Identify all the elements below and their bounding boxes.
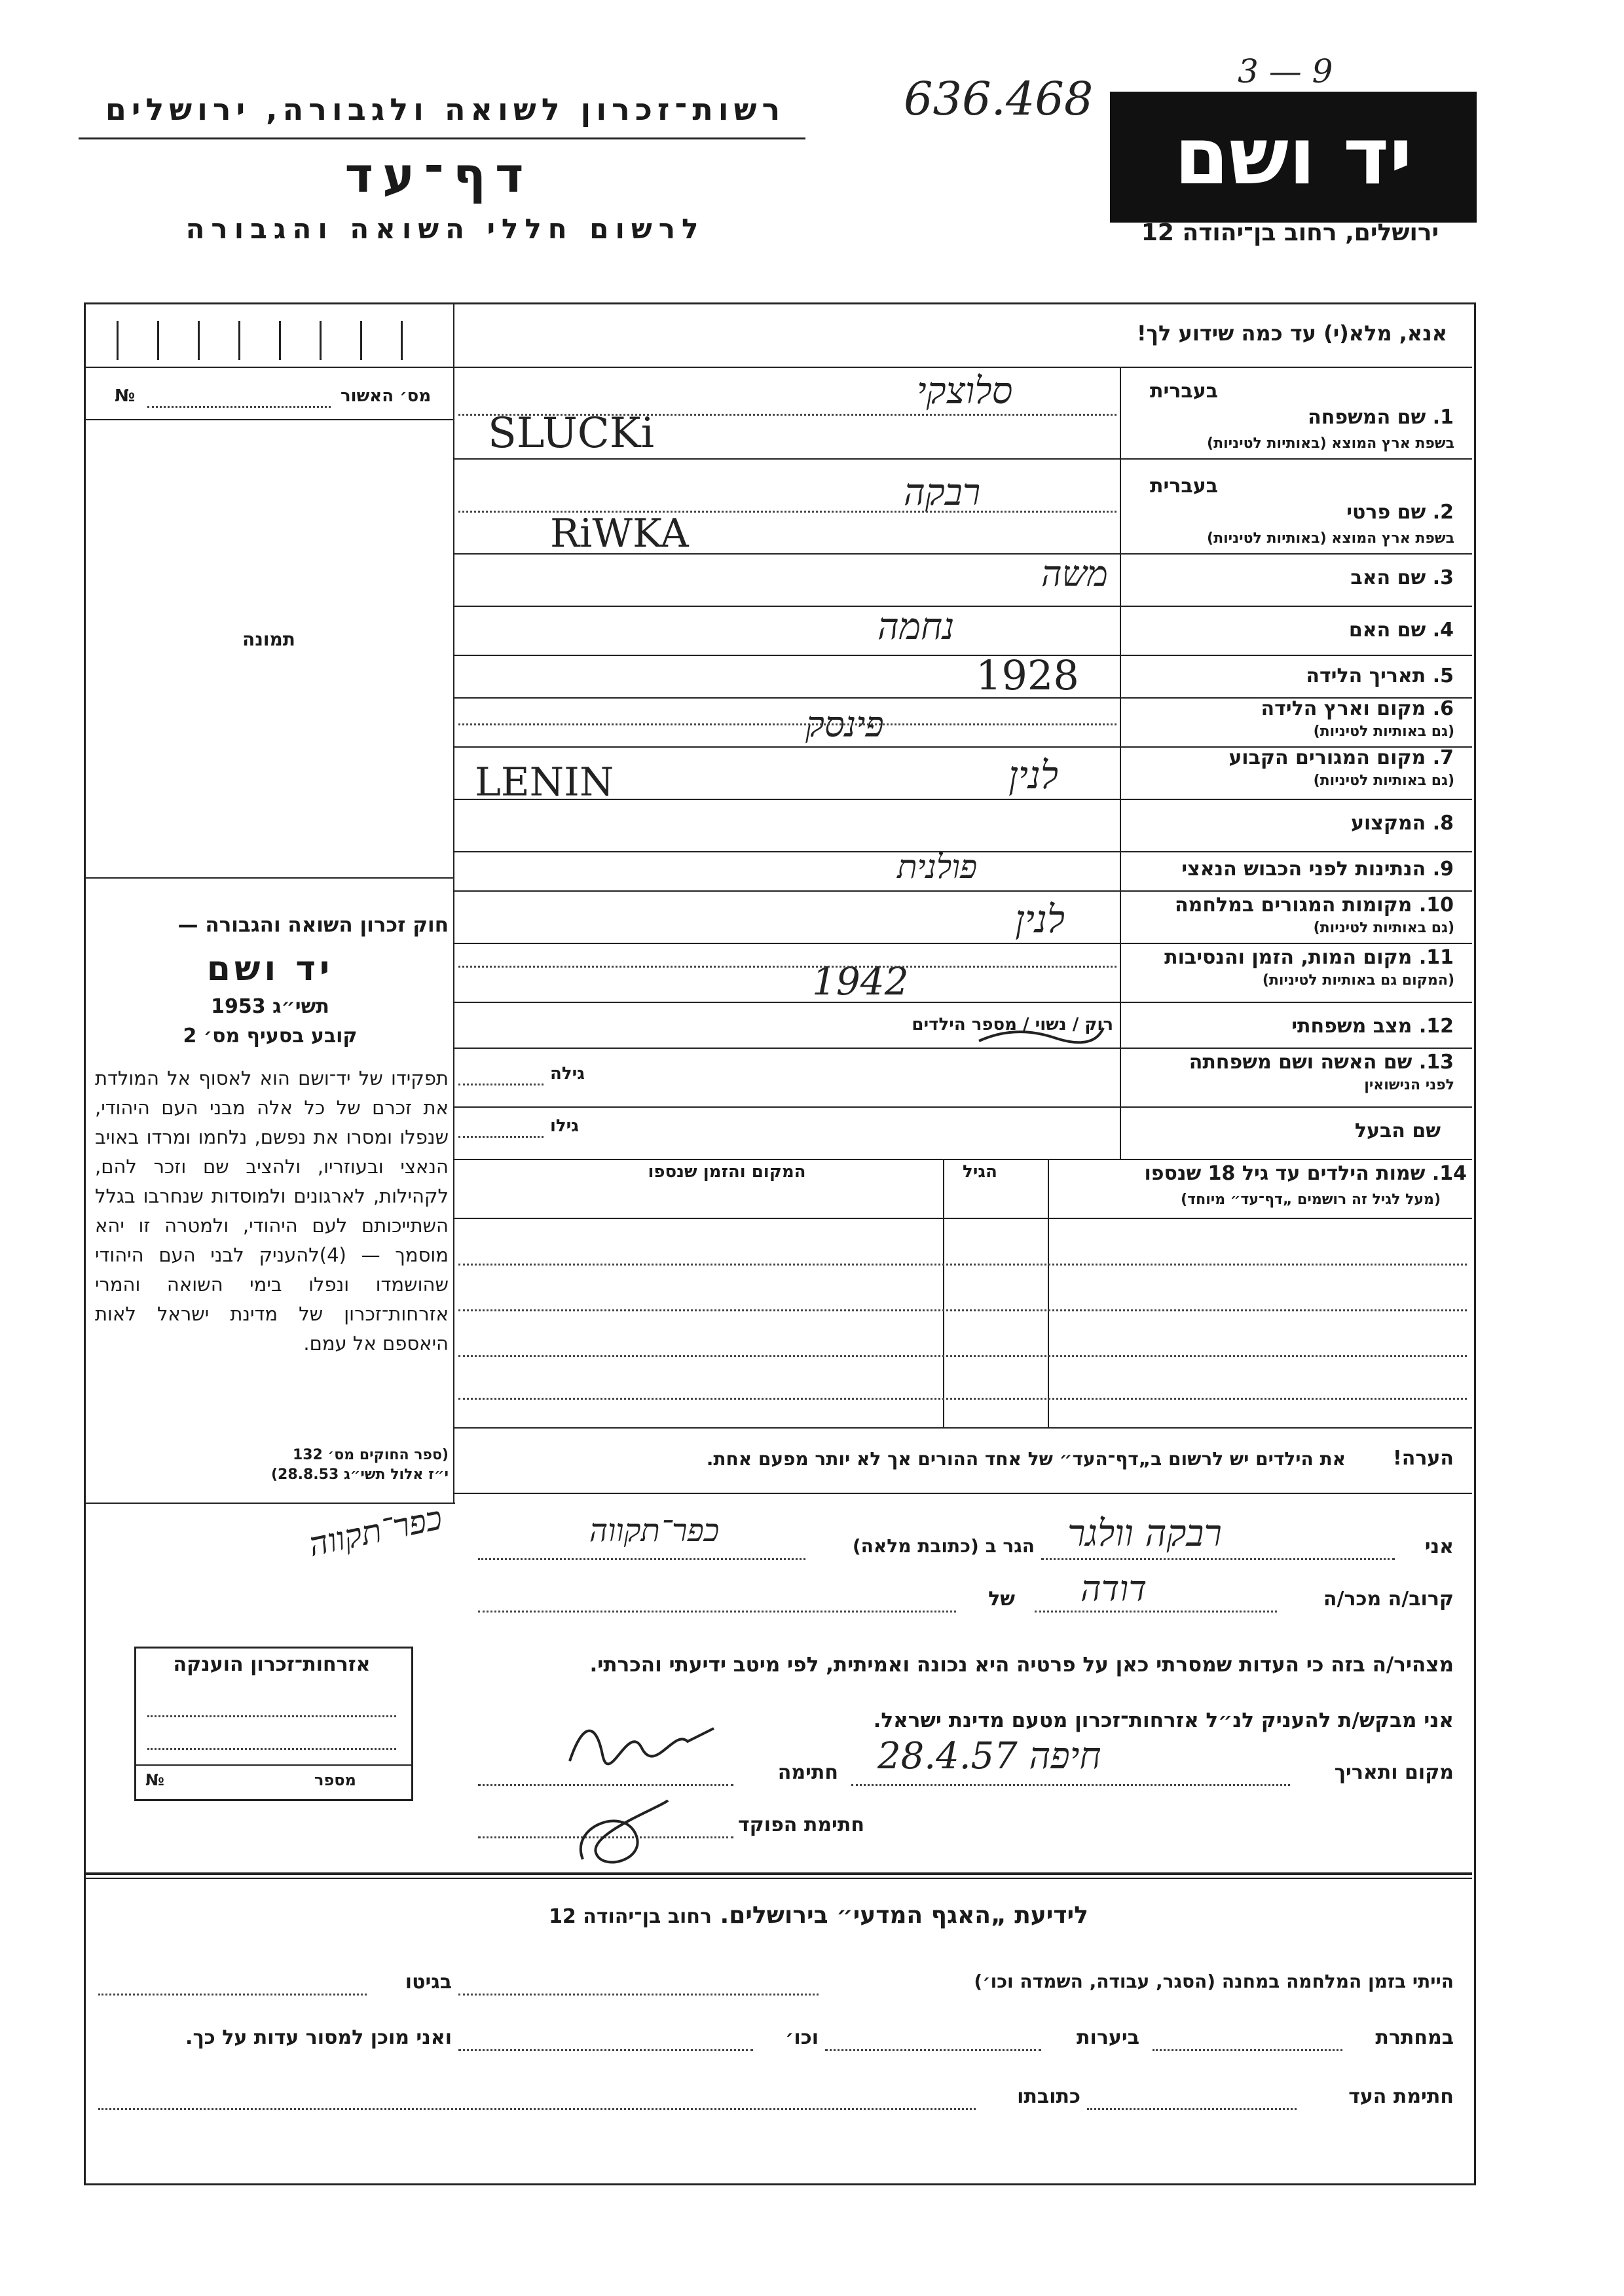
field-2-sub: בשפת ארץ המוצא (באותיות לטיניות) xyxy=(1207,530,1454,547)
in-hebrew-1: בעברית xyxy=(1150,380,1218,403)
field-3-label: 3. שם האב xyxy=(1350,566,1454,589)
footer-line3-a: חתימת העד xyxy=(1348,2085,1454,2108)
field-6-sub: (גם באותיות לטיניות) xyxy=(1313,723,1454,740)
husband-label: שם הבעל xyxy=(1354,1120,1441,1142)
field-7-hebrew-value[interactable]: לנין xyxy=(1008,753,1058,797)
decl-relative-field[interactable] xyxy=(1035,1611,1277,1613)
field-11-label: 11. מקום המות, הזמן והנסיבות xyxy=(1164,946,1454,969)
field-3-value[interactable]: משה xyxy=(1041,553,1108,594)
wife-age-label: גילה xyxy=(550,1064,585,1084)
org-line: רשות־זכרון לשואה ולגבורה, ירושלים xyxy=(105,92,786,127)
decl-statement: מצהיר/ה בזה כי העדות שמסרתי כאן על פרטיה היא נכונה ואמיתית, לפי מיטב ידיעתי והכרתי. xyxy=(589,1653,1454,1677)
inspector-signature-mark xyxy=(563,1787,681,1879)
note-text: את הילדים יש לרשום ב„דף־העד״ של אחד ההורים אך לא יותר מפעם אחת. xyxy=(706,1448,1346,1470)
field-5-value[interactable]: 1928 xyxy=(976,651,1079,699)
marital-strike-mark xyxy=(976,1021,1107,1048)
decl-of-label: של xyxy=(988,1588,1015,1611)
children-col-place-time: המקום והזמן שנספו xyxy=(648,1162,806,1182)
inspector-signature-label: חתימת הפוקד xyxy=(738,1813,864,1836)
field-4-label: 4. שם האם xyxy=(1348,619,1454,642)
handwritten-number: 636.468 xyxy=(904,72,1094,126)
handwritten-margin-note: כפר־תקווה xyxy=(305,1499,446,1564)
footer-ghetto-field[interactable] xyxy=(98,1994,367,1995)
footer-line2-c: וכו׳ xyxy=(785,2026,819,2049)
field-10-value[interactable]: לנין xyxy=(1015,897,1065,941)
field-13-label: 13. שם האשה ושם משפחתה xyxy=(1189,1051,1454,1074)
husband-age-label: גילו xyxy=(550,1116,579,1136)
footer-etc-field[interactable] xyxy=(458,2049,753,2051)
footer-line3-b: כתובתו xyxy=(1017,2085,1080,2108)
footer-title: לידיעת „האגף המדעי״ בירושלים. רחוב בן־יהודה 12 xyxy=(549,1902,1088,1929)
law-text: תפקידו של יד־ושם הוא לאסוף אל המולדת את זכרם של כל אלה מבני העם היהודי, שנפלו ומסרו את נפשם, נלחמו ומרדו באויב הנאצי ובעוזריו, ולהציב שם וזכר להם, לקהילות, לארגונים ולמוסדות שנחרבו בגלל השתייכותם לעם היהודי, ולמטרה זו יהא מוסמך — (4)להעניק לבני העם היהודי שהושמדו ונפלו בימי השואה והמרי אזרחות־זכרון של מדינת ישראל לאות היאספם אל עמם. xyxy=(95,1067,449,1355)
wife-age-field[interactable] xyxy=(458,1084,544,1085)
yad-vashem-logo: יד ושם xyxy=(1110,92,1477,223)
footer-line1-b: בגיטו xyxy=(405,1971,452,1994)
citizenship-number-label: מספר xyxy=(314,1771,356,1789)
field-5-label: 5. תאריך הלידה xyxy=(1306,665,1454,687)
decl-resides-label: הגר ב (כתובת מלאה) xyxy=(852,1535,1035,1557)
decl-signature-label: חתימה xyxy=(777,1761,838,1784)
footer-line2-a: במחתרת xyxy=(1375,2026,1454,2049)
field-2-label: 2. שם פרטי xyxy=(1346,501,1454,524)
field-7-label: 7. מקום המגורים הקבוע xyxy=(1228,746,1454,769)
law-ref-1: (ספר החוקים מס׳ 132 xyxy=(292,1447,449,1463)
decl-address-field[interactable] xyxy=(478,1558,805,1560)
decl-i-label: אני xyxy=(1424,1535,1454,1558)
field-9-label: 9. הנתינות לפני הכבוש הנאצי xyxy=(1181,858,1454,881)
decl-request: אני מבקש/ת להעניק לנ״ל אזרחות־זכרון מטעם מדינת ישראל. xyxy=(873,1709,1454,1732)
decl-place-date-label: מקום ותאריך xyxy=(1334,1761,1454,1784)
approval-no-field[interactable] xyxy=(147,406,331,408)
footer-line2-b: ביערות xyxy=(1077,2026,1139,2049)
handwritten-corner: 3 — 9 xyxy=(1238,52,1333,90)
approval-number-sign: № xyxy=(115,386,136,406)
decl-i-value[interactable]: רבקה וולגר xyxy=(1067,1512,1222,1555)
approval-no-sign: מס׳ האשור xyxy=(341,386,432,406)
law-clause: קובע בסעיף מס׳ 2 xyxy=(183,1025,358,1048)
field-1-sub: בשפת ארץ המוצא (באותיות לטיניות) xyxy=(1207,435,1454,452)
children-label: 14. שמות הילדים עד גיל 18 שנספו xyxy=(1144,1162,1467,1185)
field-7-latin-value[interactable]: LENIN xyxy=(475,759,614,805)
footer-forests-field[interactable] xyxy=(825,2049,1041,2051)
citizenship-number-sign: № xyxy=(145,1771,164,1789)
footer-witness-address-field[interactable] xyxy=(98,2108,976,2110)
field-1-latin-value[interactable]: SLUCKi xyxy=(488,409,655,458)
in-hebrew-2: בעברית xyxy=(1150,475,1218,498)
footer-camp-field[interactable] xyxy=(458,1994,819,1995)
note-label: הערה! xyxy=(1393,1447,1454,1470)
footer-witness-sign-field[interactable] xyxy=(1087,2108,1297,2110)
decl-address-value[interactable]: כפר־תקווה xyxy=(589,1512,720,1549)
decl-of-field[interactable] xyxy=(478,1611,956,1613)
field-12-label: 12. מצב משפחתי xyxy=(1291,1015,1454,1038)
law-ref-2: י״ז אלול תשי״ג 28.8.53) xyxy=(270,1467,449,1483)
field-9-value[interactable]: פולנית xyxy=(897,848,978,886)
field-1-label: 1. שם המשפחה xyxy=(1308,406,1454,429)
law-year: תשי״ג 1953 xyxy=(211,995,329,1018)
field-2-latin-value[interactable]: RiWKA xyxy=(550,511,689,556)
decl-relative-label: קרוב/ה מכר/ה xyxy=(1323,1588,1454,1611)
children-sub: (מעל לגיל זה רושמים „דף־עד״ מיוחד) xyxy=(1181,1192,1441,1208)
field-13-sub: לפני הנישואין xyxy=(1364,1077,1454,1093)
form-title: דף־עד xyxy=(344,147,533,204)
field-11-sub: (המקום גם באותיות לטיניות) xyxy=(1262,972,1454,989)
decl-signature-mark xyxy=(557,1709,727,1787)
footer-line2-d: ואני מוכן למסור עדות על כך. xyxy=(185,2026,452,2049)
field-10-sub: (גם באותיות לטיניות) xyxy=(1313,920,1454,936)
decl-place-date-field[interactable] xyxy=(851,1784,1290,1786)
children-col-age: הגיל xyxy=(963,1162,997,1182)
field-1-hebrew-value[interactable]: סלוצקי xyxy=(917,370,1013,412)
decl-i-field[interactable] xyxy=(1041,1558,1395,1560)
footer-line1-a: הייתי בזמן המלחמה במחנה (הסגר, עבודה, השמדה וכו׳) xyxy=(974,1971,1454,1992)
field-6-value[interactable]: פינסק xyxy=(805,704,884,745)
photo-label: תמונה xyxy=(242,629,295,650)
citizenship-box-title: אזרחות־זכרון הוענקה xyxy=(173,1653,371,1676)
field-8-label: 8. המקצוע xyxy=(1350,812,1454,835)
field-6-label: 6. מקום וארץ הלידה xyxy=(1261,697,1454,720)
field-7-sub: (גם באותיות לטיניות) xyxy=(1313,773,1454,789)
address-header: ירושלים, רחוב בן־יהודה 12 xyxy=(1141,219,1439,246)
field-2-hebrew-value[interactable]: רבקה xyxy=(904,471,981,514)
husband-age-field[interactable] xyxy=(458,1136,544,1138)
form-subtitle: לרשום חללי השואה והגבורה xyxy=(185,213,705,245)
law-title: חוק זכרון השואה והגבורה — xyxy=(177,913,449,937)
marital-options[interactable]: רוק / נשוי / מספר הילדים xyxy=(912,1015,1113,1034)
field-4-value[interactable]: נחמה xyxy=(877,606,955,648)
decl-place-date-value[interactable]: חיפה 28.4.57 xyxy=(877,1735,1101,1777)
decl-relative-value[interactable]: דודה xyxy=(1080,1568,1147,1609)
law-name: יד ושם xyxy=(206,949,334,989)
footer-underground-field[interactable] xyxy=(1153,2049,1342,2051)
form-instruction: אנא, מלא(י) עד כמה שידוע לך! xyxy=(1136,321,1447,346)
field-11-value[interactable]: 1942 xyxy=(812,959,909,1004)
field-10-label: 10. מקומות המגורים במלחמה xyxy=(1175,894,1454,917)
